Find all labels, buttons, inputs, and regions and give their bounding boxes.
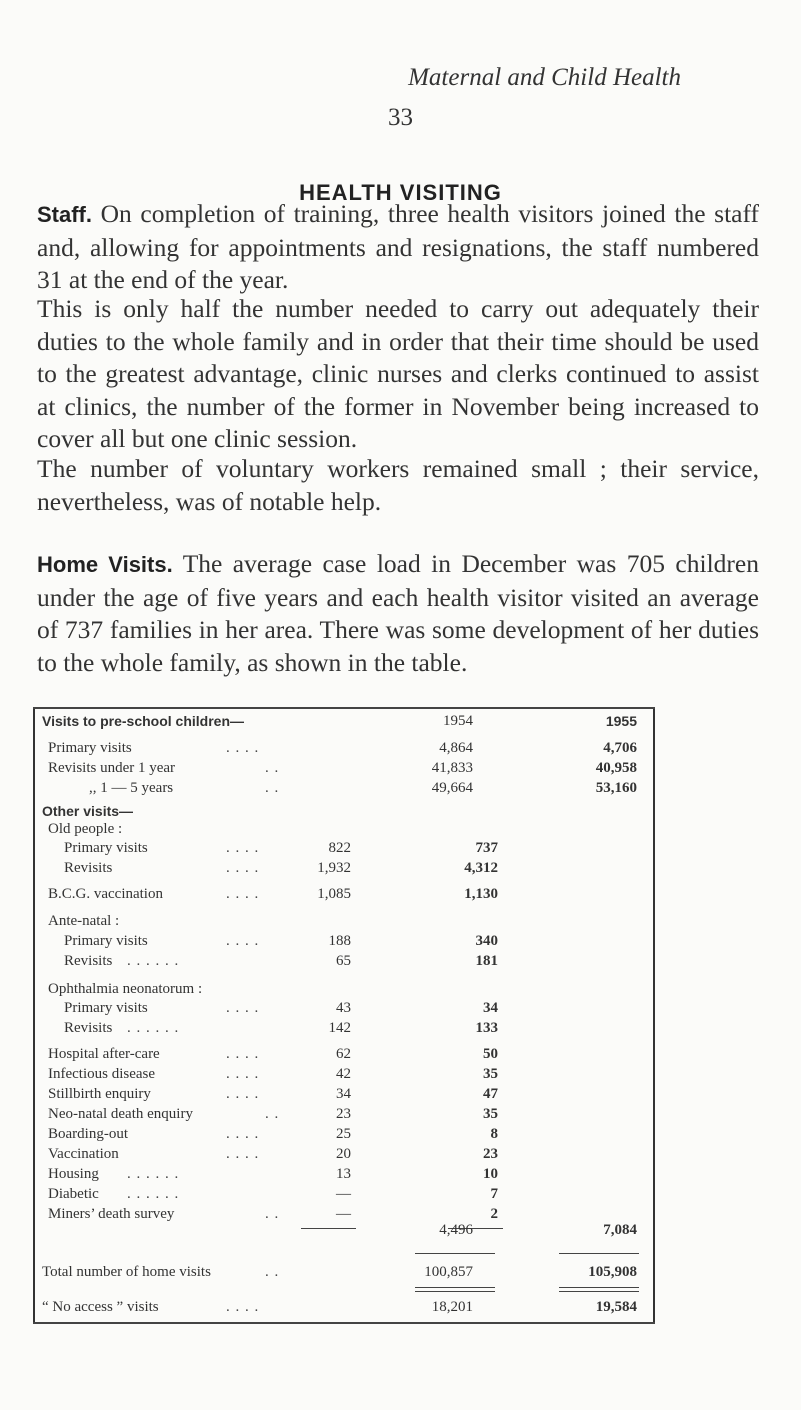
row-label: Primary visits bbox=[48, 740, 132, 756]
table-subtotal-row bbox=[35, 1220, 653, 1240]
value-1954: 4,864 bbox=[439, 740, 473, 756]
value-1955: 10 bbox=[483, 1166, 498, 1182]
row-label: B.C.G. vaccination bbox=[48, 886, 163, 902]
paragraph-text: On completion of training, three health visitors joined the staff and, allowing for appointments and resignations, the staff numbered 31 at the end of the year. bbox=[37, 199, 760, 294]
value-1955: 35 bbox=[483, 1106, 498, 1122]
leader-dots: . . . . . . bbox=[127, 953, 180, 969]
value-1954: 49,664 bbox=[431, 780, 473, 796]
table-row bbox=[35, 1124, 653, 1144]
leader-dots: . . . . . . bbox=[127, 1166, 180, 1182]
leader-dots: . . . . bbox=[226, 840, 260, 856]
table-heading: Visits to pre-school children— bbox=[42, 713, 245, 729]
group-label-ophthalmia: Ophthalmia neonatorum : bbox=[48, 981, 203, 997]
value-1954: 822 bbox=[328, 840, 351, 856]
table-row bbox=[35, 931, 653, 951]
page-number: 33 bbox=[388, 104, 413, 131]
value-1954: — bbox=[336, 1186, 351, 1202]
paragraph-lead-staff: Staff. bbox=[37, 202, 92, 227]
paragraph-text: The average case load in December was 705 children under the age of five years and each health visitor visited an average of 737 families in her area. There was some development of her duties to the whole family, as shown in the table. bbox=[37, 549, 759, 677]
table-row bbox=[35, 884, 653, 904]
row-label: “ No access ” visits bbox=[42, 1299, 159, 1315]
row-label: Primary visits bbox=[64, 840, 148, 856]
value-1954: 43 bbox=[336, 1000, 351, 1016]
leader-dots: . . . . bbox=[226, 1146, 260, 1162]
value-1954: 100,857 bbox=[424, 1264, 473, 1280]
row-label: Diabetic bbox=[48, 1186, 99, 1202]
value-1955: 7 bbox=[490, 1186, 498, 1202]
leader-dots: . . . . bbox=[226, 1046, 260, 1062]
row-label: Neo-natal death enquiry bbox=[48, 1106, 193, 1122]
table-row bbox=[35, 778, 653, 798]
table-row bbox=[35, 1164, 653, 1184]
subtotal-1955: 7,084 bbox=[603, 1222, 637, 1238]
value-1954: 1,932 bbox=[317, 860, 351, 876]
row-label: Revisits bbox=[64, 860, 113, 876]
leader-dots: . . bbox=[265, 1206, 280, 1222]
value-1954: 25 bbox=[336, 1126, 351, 1142]
value-1954: 23 bbox=[336, 1106, 351, 1122]
value-1955: 4,706 bbox=[603, 740, 637, 756]
table-row bbox=[35, 1018, 653, 1038]
total-rule-1954 bbox=[415, 1253, 495, 1254]
value-1955: 34 bbox=[483, 1000, 498, 1016]
value-1955: 2 bbox=[490, 1206, 498, 1222]
column-header-1954: 1954 bbox=[443, 713, 473, 729]
value-1954: 34 bbox=[336, 1086, 351, 1102]
total-rule-1955 bbox=[559, 1253, 639, 1254]
double-rule-1954 bbox=[415, 1287, 495, 1292]
row-label: Stillbirth enquiry bbox=[48, 1086, 151, 1102]
section-title: HEALTH VISITING bbox=[299, 180, 502, 205]
leader-dots: . . bbox=[265, 780, 280, 796]
leader-dots: . . . . bbox=[226, 1066, 260, 1082]
table-row bbox=[35, 951, 653, 971]
other-visits-heading: Other visits— bbox=[42, 803, 134, 819]
table-row bbox=[35, 1084, 653, 1104]
leader-dots: . . . . bbox=[226, 860, 260, 876]
value-1955: 19,584 bbox=[595, 1299, 637, 1315]
leader-dots: . . . . bbox=[226, 1299, 260, 1315]
value-1955: 8 bbox=[490, 1126, 498, 1142]
value-1954: 62 bbox=[336, 1046, 351, 1062]
group-label-ante-natal: Ante-natal : bbox=[48, 913, 120, 929]
row-label: Total number of home visits bbox=[42, 1264, 211, 1280]
table-row bbox=[35, 838, 653, 858]
row-label: Revisits bbox=[64, 1020, 113, 1036]
leader-dots: . . . . bbox=[226, 740, 260, 756]
row-label: Revisits under 1 year bbox=[48, 760, 176, 776]
table-header-row bbox=[35, 711, 653, 731]
row-label: Housing bbox=[48, 1166, 99, 1182]
paragraph-staff bbox=[37, 198, 759, 297]
value-1955: 40,958 bbox=[595, 760, 637, 776]
value-1955: 1,130 bbox=[464, 886, 498, 902]
row-label: Hospital after-care bbox=[48, 1046, 160, 1062]
value-1955: 181 bbox=[475, 953, 498, 969]
value-1954: 188 bbox=[328, 933, 351, 949]
table-group-label-row bbox=[35, 819, 653, 839]
value-1955: 23 bbox=[483, 1146, 498, 1162]
table-row bbox=[35, 1044, 653, 1064]
row-label: ,, 1 — 5 years bbox=[89, 780, 174, 796]
table-row bbox=[35, 1144, 653, 1164]
row-label: Vaccination bbox=[48, 1146, 119, 1162]
paragraph-lead-home-visits: Home Visits. bbox=[37, 552, 173, 577]
subtotal-1954: 4,496 bbox=[439, 1222, 473, 1238]
table-group-label-row bbox=[35, 911, 653, 931]
leader-dots: . . bbox=[265, 760, 280, 776]
table-subheading-row bbox=[35, 801, 653, 821]
table-row bbox=[35, 1184, 653, 1204]
leader-dots: . . . . . . bbox=[127, 1020, 180, 1036]
leader-dots: . . . . bbox=[226, 1086, 260, 1102]
leader-dots: . . . . . . bbox=[127, 1186, 180, 1202]
paragraph-voluntary-workers: The number of voluntary workers remained small ; their service, nevertheless, was of notable help. bbox=[37, 454, 759, 516]
leader-dots: . . bbox=[265, 1264, 280, 1280]
row-label: Revisits bbox=[64, 953, 113, 969]
value-1955: 133 bbox=[475, 1020, 498, 1036]
table-row bbox=[35, 758, 653, 778]
table-row bbox=[35, 1064, 653, 1084]
value-1954: — bbox=[336, 1206, 351, 1222]
running-head: Maternal and Child Health bbox=[408, 64, 681, 91]
leader-dots: . . . . bbox=[226, 886, 260, 902]
leader-dots: . . . . bbox=[226, 1126, 260, 1142]
value-1955: 47 bbox=[483, 1086, 498, 1102]
row-label: Boarding-out bbox=[48, 1126, 128, 1142]
table-row bbox=[35, 738, 653, 758]
leader-dots: . . bbox=[265, 1106, 280, 1122]
value-1954: 13 bbox=[336, 1166, 351, 1182]
value-1954: 41,833 bbox=[431, 760, 473, 776]
value-1955: 50 bbox=[483, 1046, 498, 1062]
home-visits-table bbox=[33, 707, 655, 1324]
value-1955: 35 bbox=[483, 1066, 498, 1082]
value-1955: 737 bbox=[475, 840, 498, 856]
paragraph-half-number: This is only half the number needed to carry out adequately their duties to the whole family and in order that their time should be used to the greatest advantage, clinic nurses and clerks continued to assist at clinics, the number of the former in November being increased to cover all but one clinic session. bbox=[37, 294, 759, 453]
value-1955: 53,160 bbox=[595, 780, 637, 796]
leader-dots: . . . . bbox=[226, 933, 260, 949]
row-label: Infectious disease bbox=[48, 1066, 156, 1082]
column-header-1955: 1955 bbox=[605, 713, 637, 729]
row-label: Primary visits bbox=[64, 1000, 148, 1016]
table-row bbox=[35, 1104, 653, 1124]
value-1955: 105,908 bbox=[588, 1264, 637, 1280]
row-label: Primary visits bbox=[64, 933, 148, 949]
leader-dots: . . . . bbox=[226, 1000, 260, 1016]
value-1954: 65 bbox=[336, 953, 351, 969]
table-row bbox=[35, 858, 653, 878]
value-1955: 4,312 bbox=[464, 860, 498, 876]
value-1954: 142 bbox=[328, 1020, 351, 1036]
value-1954: 42 bbox=[336, 1066, 351, 1082]
row-label: Miners’ death survey bbox=[48, 1206, 175, 1222]
value-1955: 340 bbox=[475, 933, 498, 949]
group-label-old-people: Old people : bbox=[48, 821, 123, 837]
table-total-row bbox=[35, 1262, 653, 1282]
table-row bbox=[35, 998, 653, 1018]
table-row-no-access bbox=[35, 1297, 653, 1317]
value-1954: 20 bbox=[336, 1146, 351, 1162]
double-rule-1955 bbox=[559, 1287, 639, 1292]
value-1954: 18,201 bbox=[431, 1299, 473, 1315]
paragraph-home-visits bbox=[37, 548, 759, 679]
table-group-label-row bbox=[35, 979, 653, 999]
value-1954: 1,085 bbox=[317, 886, 351, 902]
